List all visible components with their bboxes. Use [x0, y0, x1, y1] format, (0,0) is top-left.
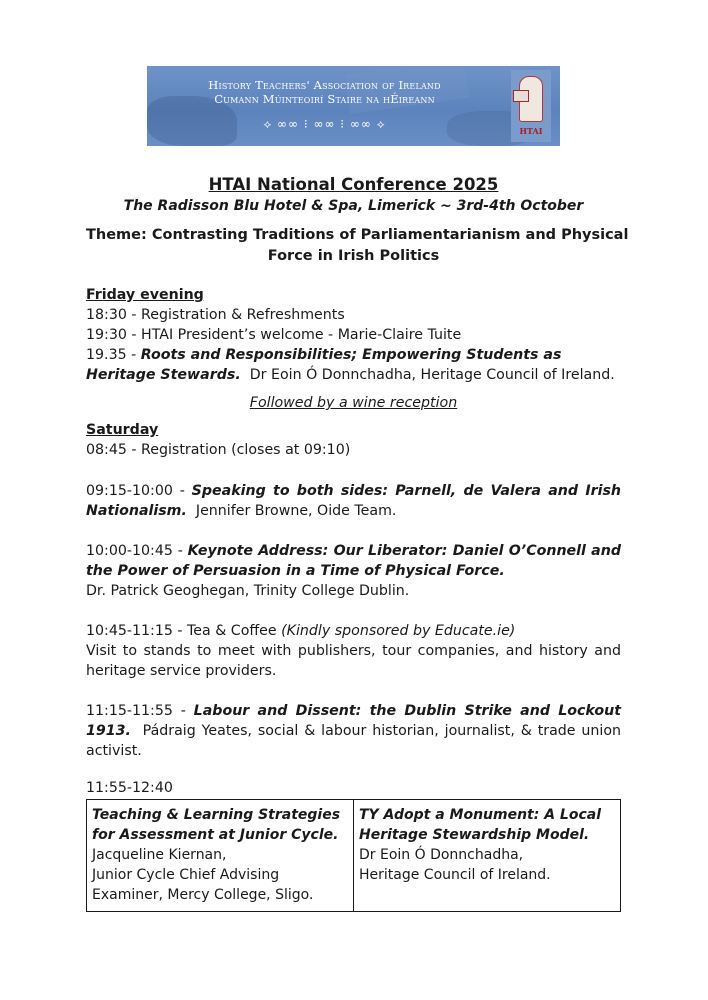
schedule-item: 18:30 - Registration & Refreshments — [86, 307, 345, 323]
session-time: 11:15-11:55 - — [86, 703, 194, 719]
workshop-cell — [354, 800, 620, 911]
workshop-title: TY Adopt a Monument: A Local Heritage Stewardship Model. — [359, 807, 602, 843]
association-name-english: History Teachers' Association of Ireland — [208, 78, 441, 92]
session-title: Heritage Stewards. — [86, 367, 241, 383]
session-time: 10:00-10:45 - — [86, 543, 188, 559]
schedule-item-break — [86, 621, 621, 681]
book-icon — [513, 90, 529, 102]
schedule-item — [86, 481, 626, 521]
session-speaker: Pádraig Yeates, social & labour historian, journalist, & trade union activist. — [86, 723, 626, 759]
session-title: Labour and Dissent: the Dublin Strike and Lockout 1913. — [86, 703, 626, 739]
theme-line-1: Theme: Contrasting Traditions of Parliamentarianism and Physical — [86, 227, 629, 243]
break-heading — [86, 621, 621, 641]
association-name — [147, 78, 502, 106]
scribe-emblem-icon — [511, 70, 551, 142]
htai-logo-banner — [147, 66, 560, 146]
conference-theme — [86, 225, 629, 267]
workshop-title: Teaching & Learning Strategies for Assessment at Junior Cycle. — [92, 807, 341, 843]
saturday-heading-block — [86, 420, 621, 460]
parallel-sessions-time: 11:55-12:40 — [86, 780, 173, 796]
session-speaker: Dr. Patrick Geoghegan, Trinity College Dublin. — [86, 583, 410, 599]
schedule-item-cont — [86, 365, 621, 385]
session-time: 19.35 - — [86, 347, 141, 363]
theme-line-2: Force in Irish Politics — [267, 248, 440, 264]
keynote-heading — [86, 541, 621, 581]
schedule-item — [86, 701, 626, 761]
workshop-speaker-role: Examiner, Mercy College, Sligo. — [92, 887, 314, 903]
session-speaker: Jennifer Browne, Oide Team. — [186, 503, 397, 519]
workshop-cell — [87, 800, 354, 911]
saturday-heading: Saturday — [86, 422, 159, 438]
schedule-item: 19:30 - HTAI President’s welcome - Marie-Claire Tuite — [86, 327, 462, 343]
schedule-item: 08:45 - Registration (closes at 09:10) — [86, 442, 351, 458]
parallel-sessions-table — [86, 799, 621, 912]
sponsor-note: (Kindly sponsored by Educate.ie) — [281, 623, 516, 639]
session-title: Speaking to both sides: Parnell, de Valera and Irish Nationalism. — [86, 483, 626, 519]
reception-note: Followed by a wine reception — [249, 395, 458, 411]
workshop-speaker-role: Junior Cycle Chief Advising — [92, 867, 280, 883]
celtic-knot-ornament-icon: ⟡ ∞∞ ⁝ ∞∞ ⁝ ∞∞ ⟡ — [263, 117, 386, 131]
session-title: Keynote Address: Our Liberator: Daniel O’Connell and the Power of Persuasion in a Time of Physical Force. — [86, 543, 621, 579]
session-time: 10:45-11:15 - Tea & Coffee — [86, 623, 282, 639]
friday-heading: Friday evening — [86, 287, 204, 303]
break-description: Visit to stands to meet with publishers, tour companies, and history and heritage service providers. — [86, 643, 621, 679]
page-title: HTAI National Conference 2025 — [208, 175, 499, 194]
workshop-speaker-role: Heritage Council of Ireland. — [359, 867, 551, 883]
association-name-irish: Cumann Múinteoirí Staire na hÉireann — [214, 92, 435, 106]
venue-date: The Radisson Blu Hotel & Spa, Limerick ~ 3rd-4th October — [123, 198, 584, 214]
wine-reception-note — [86, 393, 621, 413]
session-title: Roots and Responsibilities; Empowering Students as — [140, 347, 562, 363]
schedule-item — [86, 345, 621, 365]
friday-schedule — [86, 285, 621, 385]
emblem-label: HTAI — [519, 126, 543, 136]
schedule-item-keynote — [86, 541, 621, 601]
session-speaker: Dr Eoin Ó Donnchadha, Heritage Council of Ireland. — [240, 367, 615, 383]
workshop-speaker: Dr Eoin Ó Donnchadha, — [359, 847, 524, 863]
workshop-speaker: Jacqueline Kiernan, — [92, 847, 227, 863]
session-time: 09:15-10:00 - — [86, 483, 192, 499]
